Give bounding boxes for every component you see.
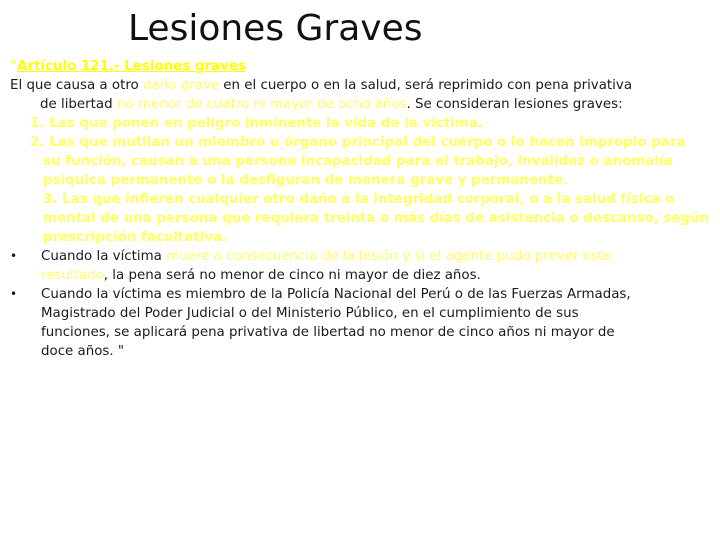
bullet-item-1-cont bbox=[10, 266, 710, 285]
intro-text: de libertad bbox=[40, 97, 117, 112]
item-3-line-1: 3. Las que infieren cualquier otro daño a la integridad corporal, o a la salud física o bbox=[43, 192, 675, 207]
bullet-dot: • bbox=[10, 287, 18, 301]
item-3-line-2: mental de una persona que requiera treinta o más días de asistencia o descanso, según bbox=[43, 211, 710, 226]
bullet-item-2-line-3: funciones, se aplicará pena privativa de libertad no menor de cinco años ni mayor de bbox=[41, 325, 615, 340]
bullet-text: , la pena será no menor de cinco ni mayor de diez años. bbox=[103, 268, 481, 283]
bullet-item-2-line-2: Magistrado del Poder Judicial o del Ministerio Público, en el cumplimiento de sus bbox=[41, 306, 579, 321]
highlight-muere: muere a consecuencia de la lesión y si el agente pudo prever este bbox=[166, 249, 612, 264]
item-2-line-1: 2. Las que mutilan un miembro u órgano principal del cuerpo o lo hacen impropio para bbox=[30, 135, 686, 150]
intro-text: en el cuerpo o en la salud, será reprimido con pena privativa bbox=[219, 78, 633, 93]
item-2-line-3: psíquica permanente o la desfiguran de manera grave y permanente. bbox=[43, 173, 569, 188]
intro-line-2 bbox=[10, 95, 710, 114]
opening-quote: " bbox=[10, 59, 17, 74]
intro-text: . Se consideran lesiones graves: bbox=[406, 97, 623, 112]
item-2-line-2: su función, causan a una persona incapacidad para el trabajo, invalidez o anomalía bbox=[43, 154, 673, 169]
item-1: 1. Las que ponen en peligro inminente la vida de la víctima. bbox=[30, 116, 483, 131]
article-header: Artículo 121.- Lesiones graves bbox=[16, 59, 246, 74]
bullet-item-2-line-4: doce años. " bbox=[41, 344, 125, 359]
bullet-dot: • bbox=[10, 249, 18, 263]
highlight-dano-grave: daño grave bbox=[142, 78, 219, 93]
slide-title: Lesiones Graves bbox=[128, 8, 423, 49]
highlight-resultado: resultado bbox=[41, 268, 104, 283]
article-header-line bbox=[10, 57, 710, 76]
bullet-item-2 bbox=[10, 285, 710, 304]
highlight-pena-range: no menor de cuatro ni mayor de ocho años bbox=[116, 97, 407, 112]
intro-text: El que causa a otro bbox=[10, 78, 143, 93]
bullet-text: Cuando la víctima es miembro de la Policía Nacional del Perú o de las Fuerzas Armadas, bbox=[41, 287, 631, 302]
article-text bbox=[10, 57, 710, 361]
bullet-item-1 bbox=[10, 247, 710, 266]
intro-line-1 bbox=[10, 76, 710, 95]
item-3-line-3: prescripción facultativa. bbox=[43, 230, 228, 245]
bullet-text: Cuando la víctima bbox=[41, 249, 167, 264]
